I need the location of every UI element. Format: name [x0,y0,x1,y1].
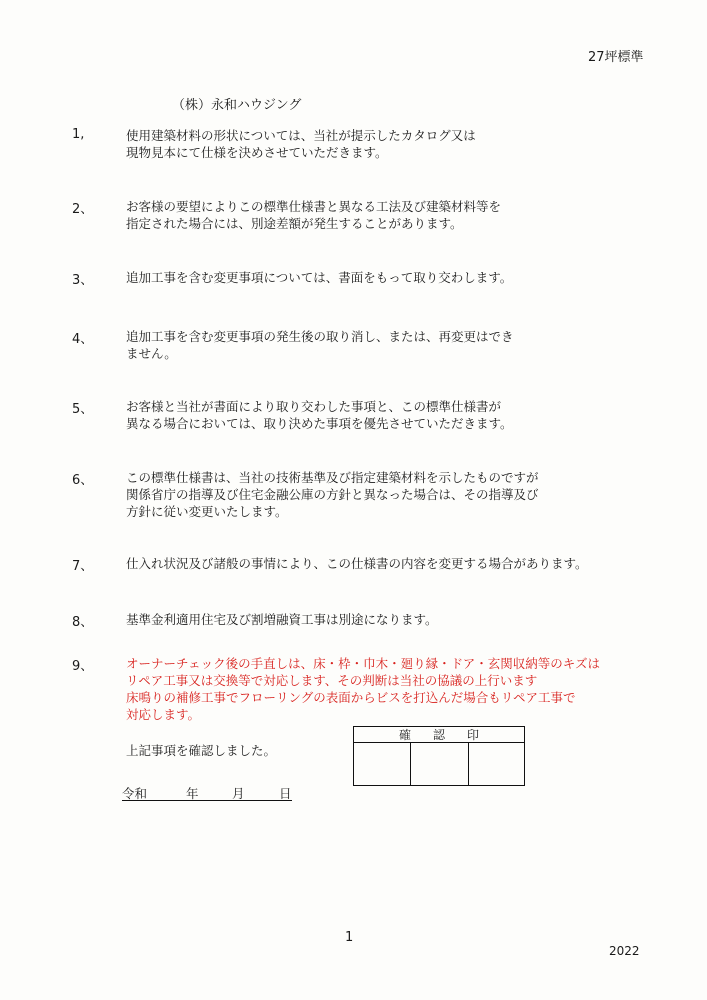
confirm-statement: 上記事項を確認しました。 [126,743,277,758]
item-line: リペア工事又は交換等で対応します、その判断は当社の協議の上行います [126,673,538,688]
item-line: 基準金利適用住宅及び割増融資工事は別途になります。 [126,612,438,627]
item-text [126,611,438,628]
spec-label: 27坪標準 [588,50,644,65]
date-era: 令和 [122,786,148,801]
item-line: 追加工事を含む変更事項の発生後の取り消し、または、再変更はでき [126,329,514,344]
item-line: 異なる場合においては、取り決めた事項を優先させていただきます。 [126,416,513,431]
item-line: 関係省庁の指導及び住宅金融公庫の方針と異なった場合は、その指導及び [126,487,539,502]
date-year: 年 [186,786,199,801]
item-line: 使用建築材料の形状については、当社が提示したカタログ又は [126,128,476,143]
item-number: 8、 [72,615,94,630]
date-underline [122,800,292,801]
item-text [126,555,588,572]
item-text [126,269,512,286]
item-line: 対応します。 [126,707,201,722]
item-line: この標準仕様書は、当社の技術基準及び指定建築材料を示したものですが [126,470,539,485]
item-text [126,469,539,520]
item-line: 現物見本にて仕様を決めさせていただきます。 [126,145,388,160]
item-line: ません。 [126,346,177,361]
item-number: 3、 [72,273,94,288]
footer-year: 2022 [609,944,640,958]
item-line: お客様の要望によりこの標準仕様書と異なる工法及び建築材料等を [126,199,502,214]
item-line: オーナーチェック後の手直しは、床・枠・巾木・廻り縁・ドア・玄関収納等のキズは [126,656,601,671]
item-text [126,198,501,232]
item-line: 追加工事を含む変更事項については、書面をもって取り交わします。 [126,270,513,285]
item-number: 7、 [72,559,94,574]
item-text-red [126,655,600,723]
item-number: 6、 [72,473,94,488]
item-text [126,127,476,161]
item-line: お客様と当社が書面により取り交わした事項と、この標準仕様書が [126,399,502,414]
item-line: 指定された場合には、別途差額が発生することがあります。 [126,216,463,231]
item-line: 方針に従い変更いたします。 [126,504,288,519]
date-day: 日 [279,786,292,801]
page-number: 1 [345,930,354,945]
item-line: 仕入れ状況及び諸般の事情により、この仕様書の内容を変更する場合があります。 [126,556,588,571]
company-name: （株）永和ハウジング [172,98,302,113]
item-number: 4、 [72,332,94,347]
item-text [126,328,514,362]
item-number: 9、 [72,659,94,674]
item-number: 2、 [72,202,94,217]
item-number: 1, [72,127,85,142]
item-line: 床鳴りの補修工事でフローリングの表面からビスを打込んだ場合もリペア工事で [126,690,576,705]
date-month: 月 [232,786,245,801]
item-number: 5、 [72,402,94,417]
stamp-header: 確認印 [354,727,524,743]
item-text [126,398,513,432]
stamp-cell-divider [410,743,411,785]
stamp-box [353,726,525,786]
stamp-cell-divider [468,743,469,785]
